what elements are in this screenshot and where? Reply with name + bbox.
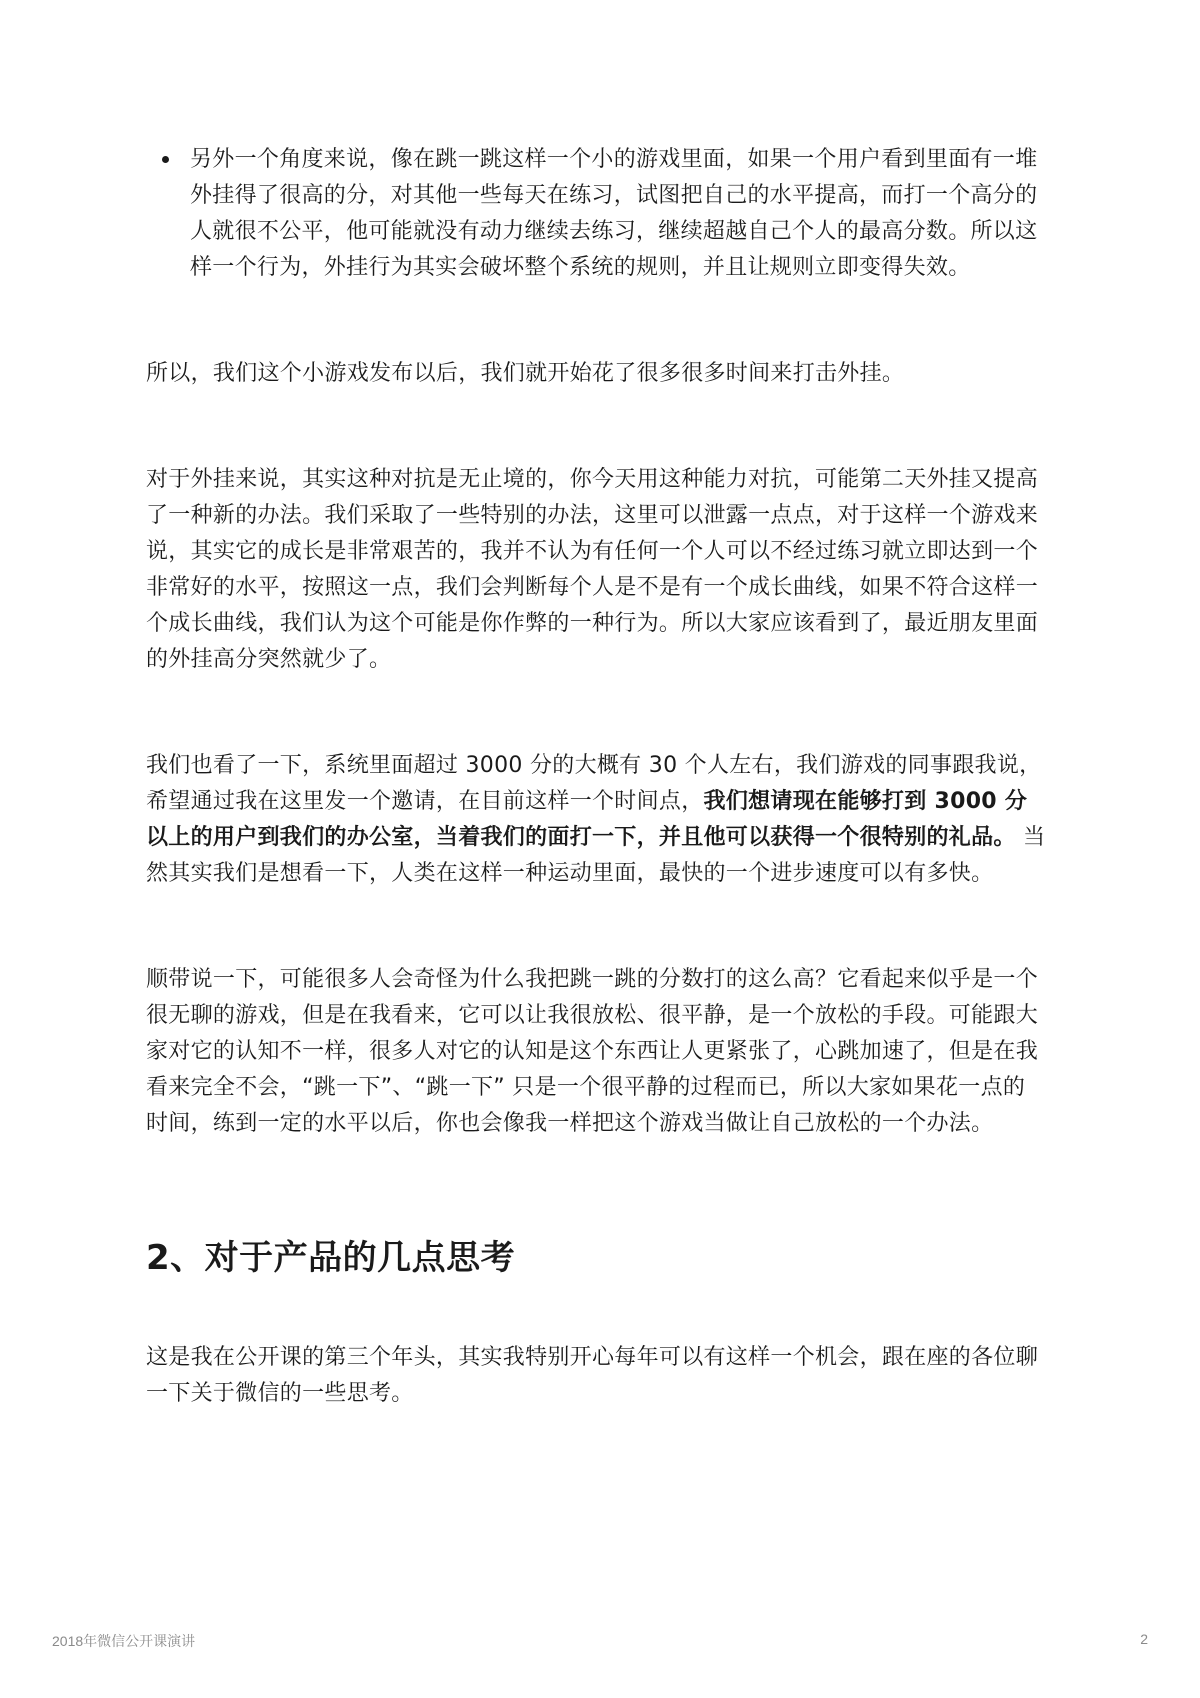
paragraph-anti-cheat-intro: 所以，我们这个小游戏发布以后，我们就开始花了很多很多时间来打击外挂。 — [146, 361, 905, 386]
footer-page-number: 2 — [1140, 1631, 1148, 1647]
footer-document-title: 2018年微信公开课演讲 — [52, 1633, 196, 1649]
bullet-dot-icon — [162, 156, 169, 163]
invitation-bold-text: 我们想请现在能够打到 3000 分以上的用户到我们的办公室，当着我们的面打一下，并且他可以获得一个很特别的礼品。 — [146, 789, 1028, 850]
section-heading: 2、对于产品的几点思考 — [146, 1238, 516, 1278]
bullet-text: 另外一个角度来说，像在跳一跳这样一个小的游戏里面，如果一个用户看到里面有一堆外挂得了很高的分，对其他一些每天在练习，试图把自己的水平提高，而打一个高分的人就很不公平，他可能就没有动力继续去练习，继续超越自己个人的最高分数。所以这样一个行为，外挂行为其实会破坏整个系统的规则，并且让规则立即变得失效。 — [190, 147, 1038, 280]
bullet-list — [146, 142, 1046, 286]
paragraph-section-intro: 这是我在公开课的第三个年头，其实我特别开心每年可以有这样一个机会，跟在座的各位聊一下关于微信的一些思考。 — [146, 1345, 1039, 1406]
invitation-text-before: 我们也看了一下，系统里面超过 3000 分的大概有 30 个人左右，我们游戏的同事跟我说，希望通过我在这里发一个邀请，在目前这样一个时间点， — [146, 753, 1042, 814]
bullet-item — [146, 142, 1046, 286]
invitation-text-after: 当然其实我们是想看一下，人类在这样一种运动里面，最快的一个进步速度可以有多快。 — [146, 825, 1046, 886]
paragraph-anti-cheat-method: 对于外挂来说，其实这种对抗是无止境的，你今天用这种能力对抗，可能第二天外挂又提高了一种新的办法。我们采取了一些特别的办法，这里可以泄露一点点，对于这样一个游戏来说，其实它的成长是非常艰苦的，我并不认为有任何一个人可以不经过练习就立即达到一个非常好的水平，按照这一点，我们会判断每个人是不是有一个成长曲线，如果不符合这样一个成长曲线，我们认为这个可能是你作弊的一种行为。所以大家应该看到了，最近朋友里面的外挂高分突然就少了。 — [146, 467, 1039, 672]
document-body — [146, 142, 1046, 1412]
paragraph-invitation — [146, 748, 1046, 892]
paragraph-relaxation: 顺带说一下，可能很多人会奇怪为什么我把跳一跳的分数打的这么高？它看起来似乎是一个很无聊的游戏，但是在我看来，它可以让我很放松、很平静，是一个放松的手段。可能跟大家对它的认知不一样，很多人对它的认知是这个东西让人更紧张了，心跳加速了，但是在我看来完全不会，“跳一下”、“跳一下” 只是一个很平静的过程而已，所以大家如果花一点的时间，练到一定的水平以后，你也会像我一样把这个游戏当做让自己放松的一个办法。 — [146, 967, 1039, 1136]
